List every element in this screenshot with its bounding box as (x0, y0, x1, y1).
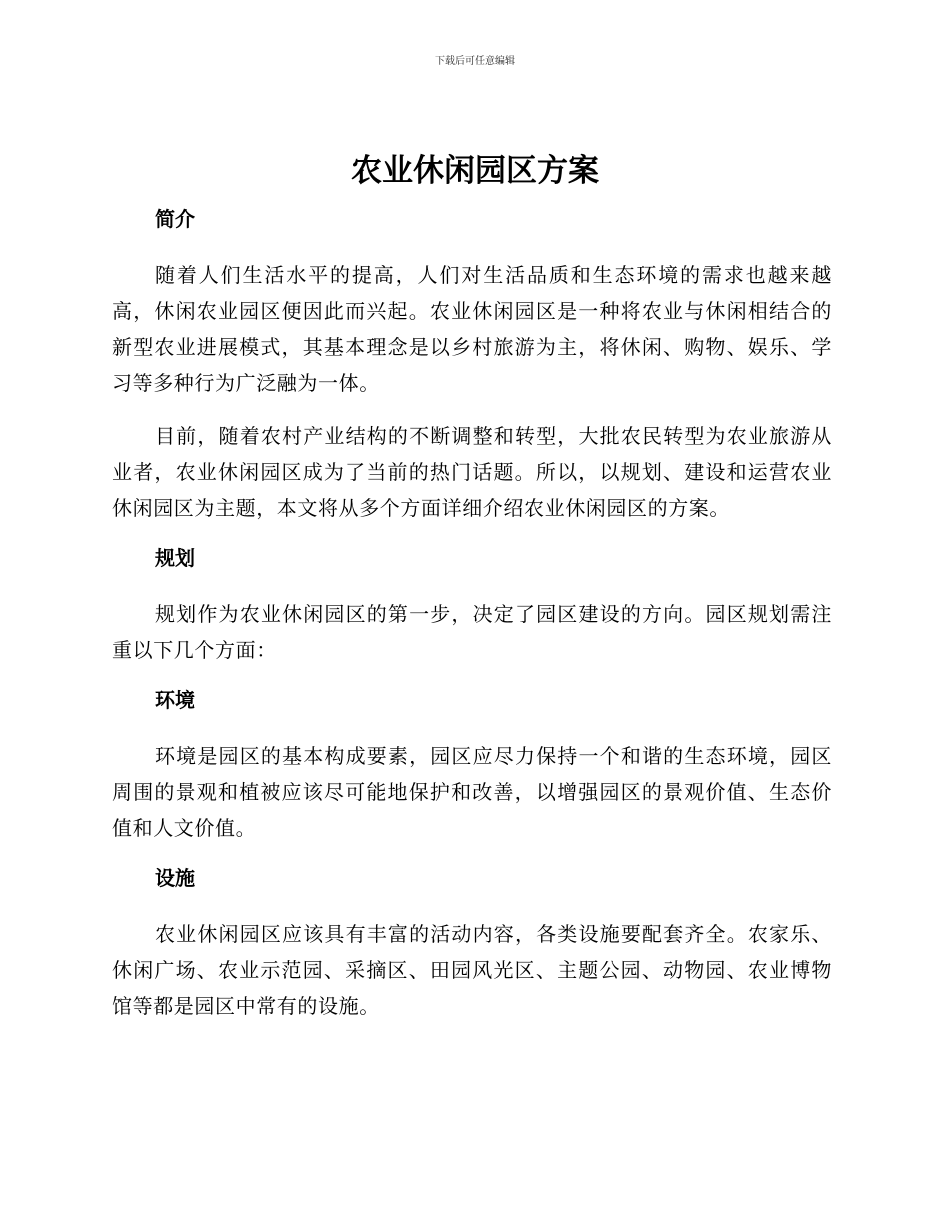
section-heading: 设施 (155, 866, 195, 890)
document-body (112, 203, 832, 1024)
section-heading: 规划 (155, 546, 195, 570)
section-planning (112, 542, 832, 668)
section-intro (112, 203, 832, 526)
paragraph: 规划作为农业休闲园区的第一步，决定了园区建设的方向。园区规划需注重以下几个方面： (112, 602, 832, 662)
paragraph: 环境是园区的基本构成要素，园区应尽力保持一个和谐的生态环境，园区周围的景观和植被应该尽可能地保护和改善，以增强园区的景观价值、生态价值和人文价值。 (112, 744, 832, 840)
section-environment (112, 684, 832, 846)
paragraph: 农业休闲园区应该具有丰富的活动内容，各类设施要配套齐全。农家乐、休闲广场、农业示范园、采摘区、田园风光区、主题公园、动物园、农业博物馆等都是园区中常有的设施。 (112, 922, 832, 1018)
section-heading: 简介 (155, 207, 195, 231)
section-facilities (112, 862, 832, 1024)
paragraph: 随着人们生活水平的提高，人们对生活品质和生态环境的需求也越来越高，休闲农业园区便因此而兴起。农业休闲园区是一种将农业与休闲相结合的新型农业进展模式，其基本理念是以乡村旅游为主，将休闲、购物、娱乐、学习等多种行为广泛融为一体。 (112, 263, 832, 395)
paragraph: 目前，随着农村产业结构的不断调整和转型，大批农民转型为农业旅游从业者，农业休闲园区成为了当前的热门话题。所以，以规划、建设和运营农业休闲园区为主题，本文将从多个方面详细介绍农业休闲园区的方案。 (112, 424, 832, 520)
document-title: 农业休闲园区方案 (351, 153, 599, 189)
section-heading: 环境 (155, 688, 195, 712)
page-header-note: 下载后可任意编辑 (435, 56, 515, 67)
